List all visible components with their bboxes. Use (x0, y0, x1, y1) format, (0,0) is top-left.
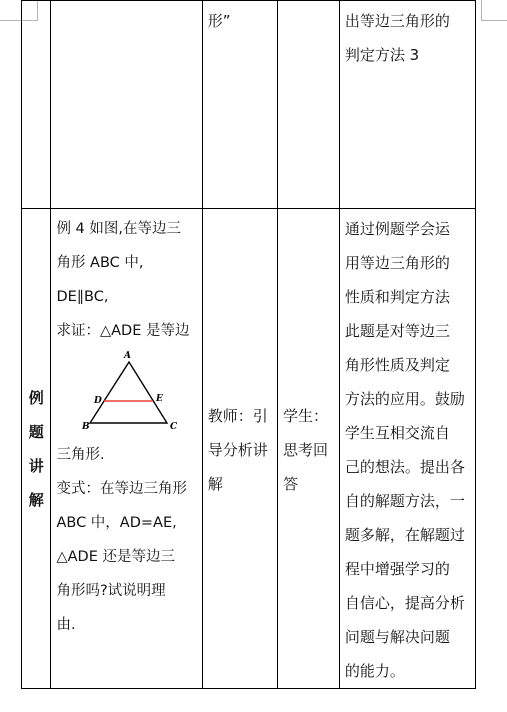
example-line: 角形 ABC 中, (56, 255, 144, 271)
cell-teacher-activity (202, 209, 277, 689)
student-line: 学生： (282, 407, 328, 425)
intent-line: 的能力。 (344, 662, 405, 680)
section-label-char: 题 (28, 422, 44, 441)
intent-line: 方法的应用。鼓励 (344, 390, 465, 408)
triangle-figure (56, 348, 196, 438)
student-line: 思考回 (282, 441, 328, 459)
crop-mark-top-right (479, 0, 507, 22)
cell-example-content (51, 209, 202, 689)
intent-line: 自信心，提高分析 (344, 594, 465, 612)
example-line: 角形吗?试说明理 (56, 583, 166, 599)
intent-line: 出等边三角形的 (344, 12, 450, 30)
triangle-diagram (82, 348, 182, 436)
cell-design-intent (339, 209, 475, 689)
label-c: C (170, 422, 178, 432)
section-label-char: 解 (28, 490, 44, 509)
label-d: D (94, 396, 103, 406)
section-label-char: 讲 (28, 456, 44, 475)
intent-line: 角形性质及判定 (344, 356, 450, 374)
intent-line: 己的想法。提出各 (344, 458, 465, 476)
cell-intent-continued (339, 1, 475, 209)
label-e: E (156, 394, 164, 404)
intent-line: 题多解，在解题过 (344, 526, 465, 544)
cell-student-empty (277, 1, 339, 209)
intent-line: 用等边三角形的 (344, 254, 450, 272)
intent-line: 学生互相交流自 (344, 424, 450, 442)
table-row-example (22, 209, 476, 689)
intent-line: 此题是对等边三 (344, 322, 450, 340)
intent-line: 性质和判定方法 (344, 288, 450, 306)
intent-line: 自的解题方法，一 (344, 492, 465, 510)
section-label-example (22, 209, 51, 689)
student-line: 答 (282, 475, 298, 493)
teacher-continued-text: 形” (207, 12, 231, 30)
teacher-line: 导分析讲 (207, 441, 268, 459)
teacher-line: 解 (207, 475, 223, 493)
intent-line: 问题与解决问题 (344, 628, 450, 646)
example-line: ABC 中，AD=AE, (56, 515, 177, 531)
label-a: A (124, 351, 132, 361)
label-b: B (82, 422, 91, 432)
table-row-continued (22, 1, 476, 209)
example-line: △ADE 还是等边三 (56, 549, 175, 565)
teacher-line: 教师：引 (207, 407, 268, 425)
example-line: 三角形. (56, 447, 105, 463)
example-line: 由. (56, 617, 76, 633)
example-line: 变式：在等边三角形 (56, 481, 187, 497)
section-label-char: 例 (28, 388, 44, 407)
example-line: 求证：△ADE 是等边 (56, 323, 190, 339)
cell-content-empty (51, 1, 202, 209)
triangle-abc (90, 362, 167, 423)
lesson-plan-table (21, 0, 476, 689)
intent-line: 程中增强学习的 (344, 560, 450, 578)
cell-student-activity (277, 209, 339, 689)
cell-teacher-continued (202, 1, 277, 209)
example-line: DE∥BC, (56, 289, 109, 305)
example-line: 例 4 如图,在等边三 (56, 221, 182, 237)
intent-line: 通过例题学会运 (344, 220, 450, 238)
intent-line: 判定方法 3 (344, 46, 420, 64)
cell-section-empty (22, 1, 51, 209)
